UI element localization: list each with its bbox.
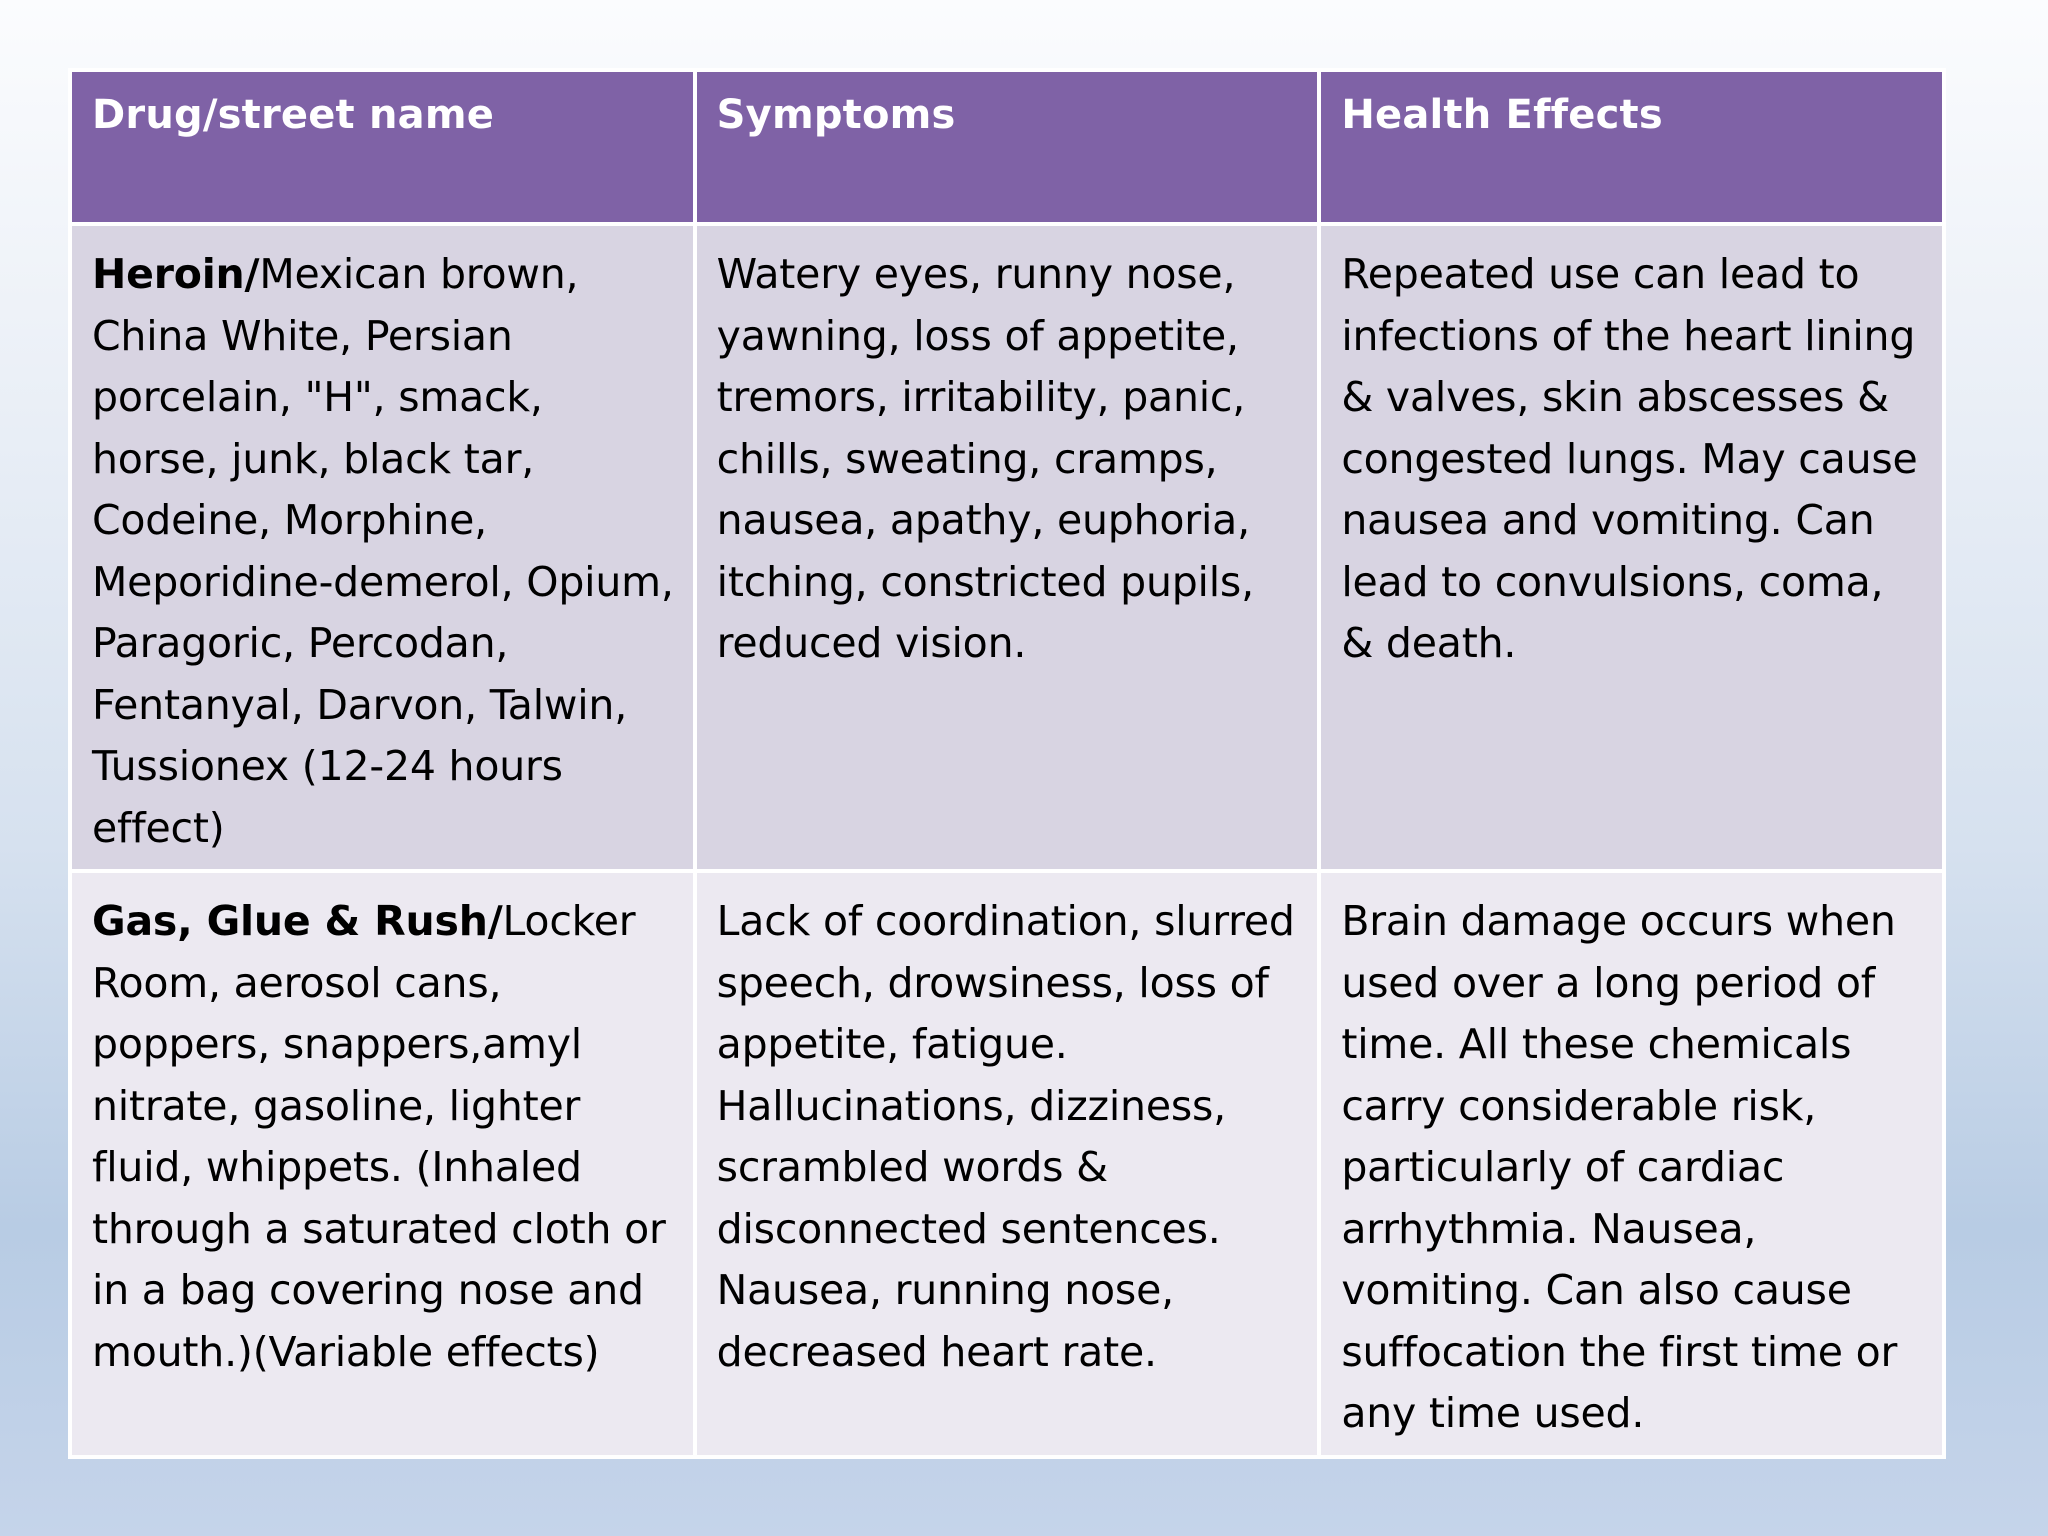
table-header <box>70 70 1944 224</box>
header-health-effects: Health Effects <box>1319 70 1944 224</box>
table-row <box>70 871 1944 1457</box>
drug-cell <box>70 224 695 871</box>
street-names: Mexican brown, China White, Persian porcelain, "H", smack, horse, junk, black tar, Codeine, Morphine, Meporidine-demerol, Opium, Paragoric, Percodan, Fentanyal, Darvon, Talwin, Tussionex (12-24 hours effect) <box>92 250 674 852</box>
drug-info-table <box>68 68 1946 1459</box>
drug-name: Heroin/ <box>92 250 260 298</box>
health-effects-cell: Repeated use can lead to infections of the heart lining & valves, skin abscesses & congested lungs. May cause nausea and vomiting. Can lead to convulsions, coma, & death. <box>1319 224 1944 871</box>
symptoms-cell: Lack of coordination, slurred speech, drowsiness, loss of appetite, fatigue. Hallucinations, dizziness, scrambled words & disconnected sentences. Nausea, running nose, decreased heart rate. <box>695 871 1320 1457</box>
drug-name: Gas, Glue & Rush/ <box>92 897 503 945</box>
symptoms-cell: Watery eyes, runny nose, yawning, loss of appetite, tremors, irritability, panic, chills, sweating, cramps, nausea, apathy, euphoria, itching, constricted pupils, reduced vision. <box>695 224 1320 871</box>
table-body <box>70 224 1944 1457</box>
health-effects-cell: Brain damage occurs when used over a long period of time. All these chemicals carry considerable risk, particularly of cardiac arrhythmia. Nausea, vomiting. Can also cause suffocation the first time or any time used. <box>1319 871 1944 1457</box>
street-names: Locker Room, aerosol cans, poppers, snappers,amyl nitrate, gasoline, lighter fluid, whippets. (Inhaled through a saturated cloth or in a bag covering nose and mouth.)(Variable effects) <box>92 897 666 1376</box>
header-drug-street-name: Drug/street name <box>70 70 695 224</box>
drug-cell <box>70 871 695 1457</box>
header-symptoms: Symptoms <box>695 70 1320 224</box>
header-row <box>70 70 1944 224</box>
table-row <box>70 224 1944 871</box>
